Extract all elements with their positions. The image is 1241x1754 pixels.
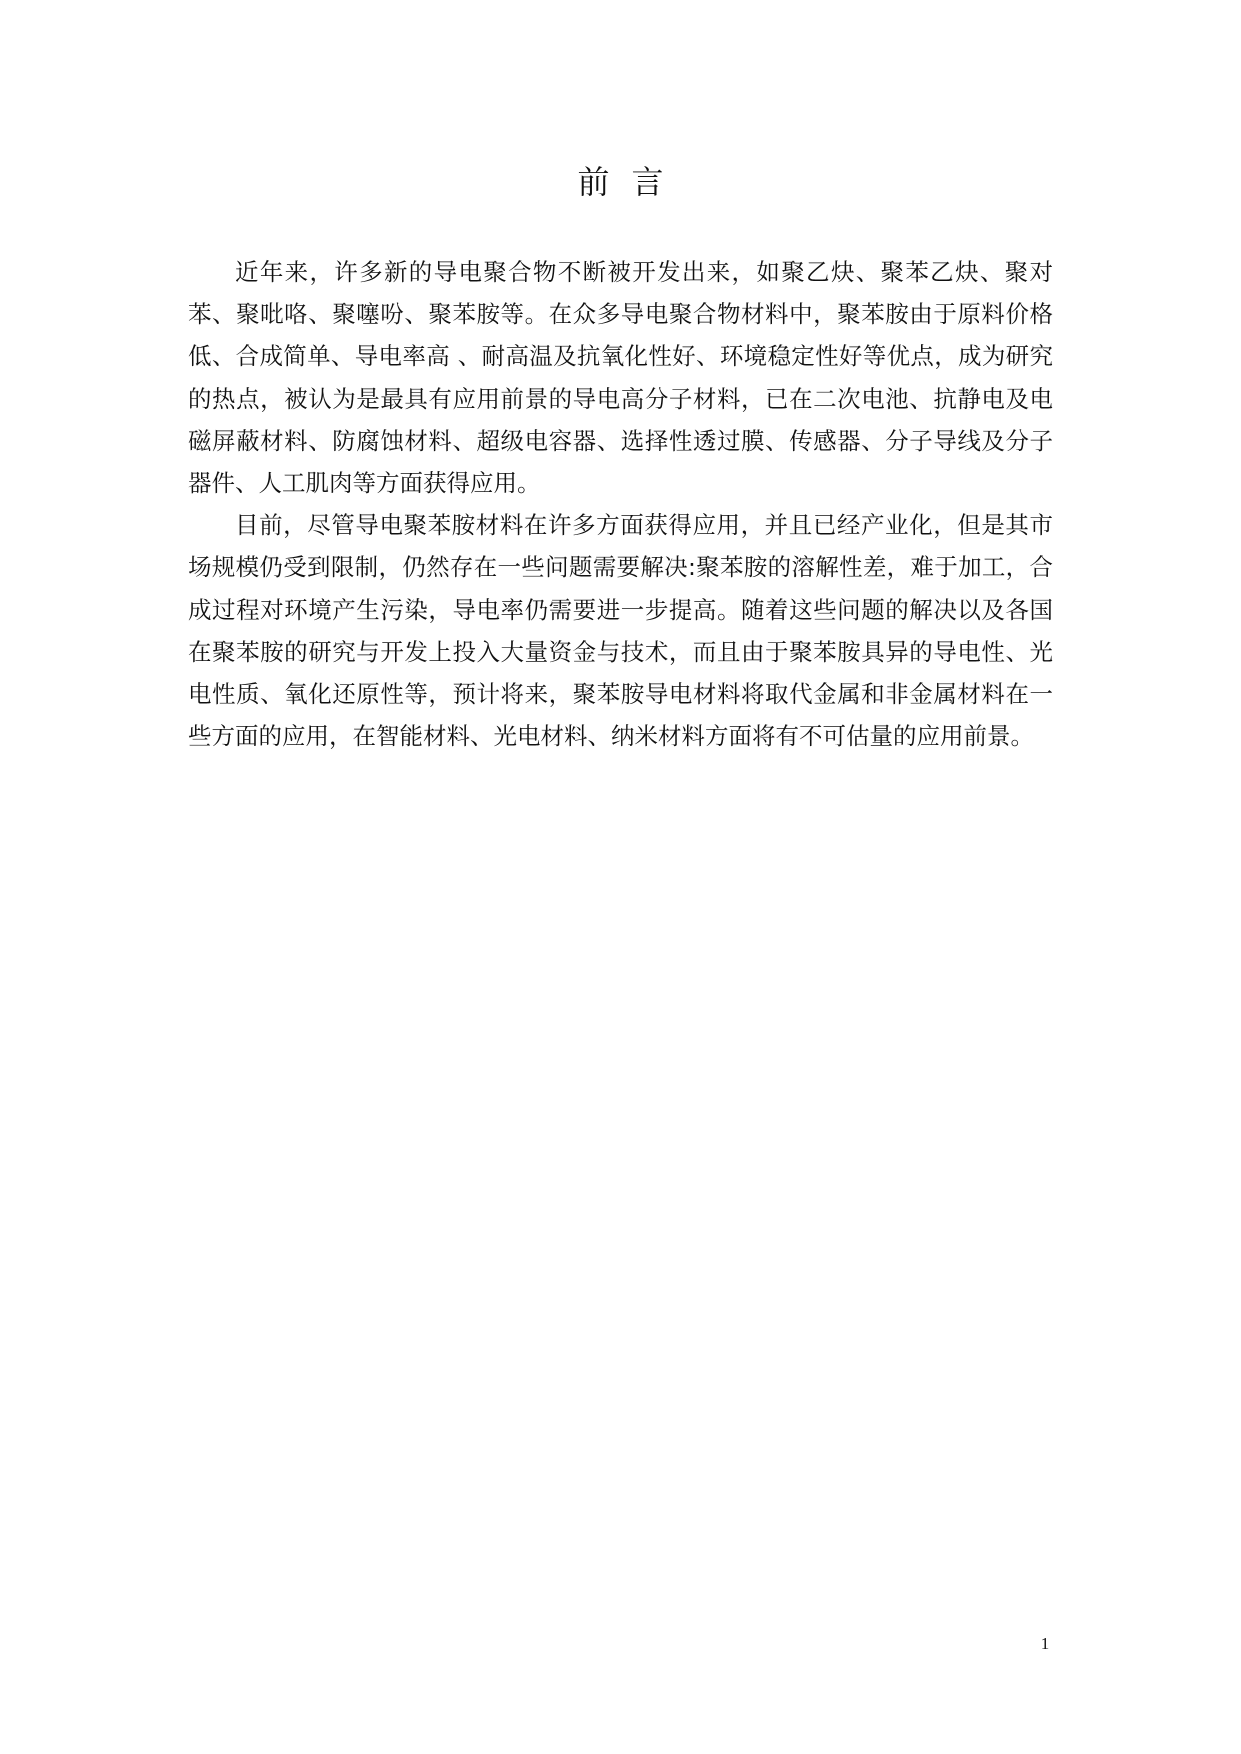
body-text [188,251,1053,757]
page-number: 1 [1040,1634,1050,1653]
paragraph-1: 近年来，许多新的导电聚合物不断被开发出来，如聚乙炔、聚苯乙炔、聚对苯、聚吡咯、聚噻吩、聚苯胺等。在众多导电聚合物材料中，聚苯胺由于原料价格低、合成简单、导电率高 、耐高温及抗氧化性好、环境稳定性好等优点，成为研究的热点，被认为是最具有应用前景的导电高分子材料，已在二次电池、抗静电及电磁屏蔽材料、防腐蚀材料、超级电容器、选择性透过膜、传感器、分子导线及分子器件、人工肌肉等方面获得应用。 [188,258,1053,498]
page-title: 前言 [577,163,686,201]
paragraph-2: 目前，尽管导电聚苯胺材料在许多方面获得应用，并且已经产业化，但是其市场规模仍受到限制，仍然存在一些问题需要解决:聚苯胺的溶解性差，难于加工，合成过程对环境产生污染，导电率仍需要进一步提高。随着这些问题的解决以及各国在聚苯胺的研究与开发上投入大量资金与技术，而且由于聚苯胺具异的导电性、光电性质、氧化还原性等，预计将来，聚苯胺导电材料将取代金属和非金属材料在一些方面的应用，在智能材料、光电材料、纳米材料方面将有不可估量的应用前景。 [188,511,1053,751]
